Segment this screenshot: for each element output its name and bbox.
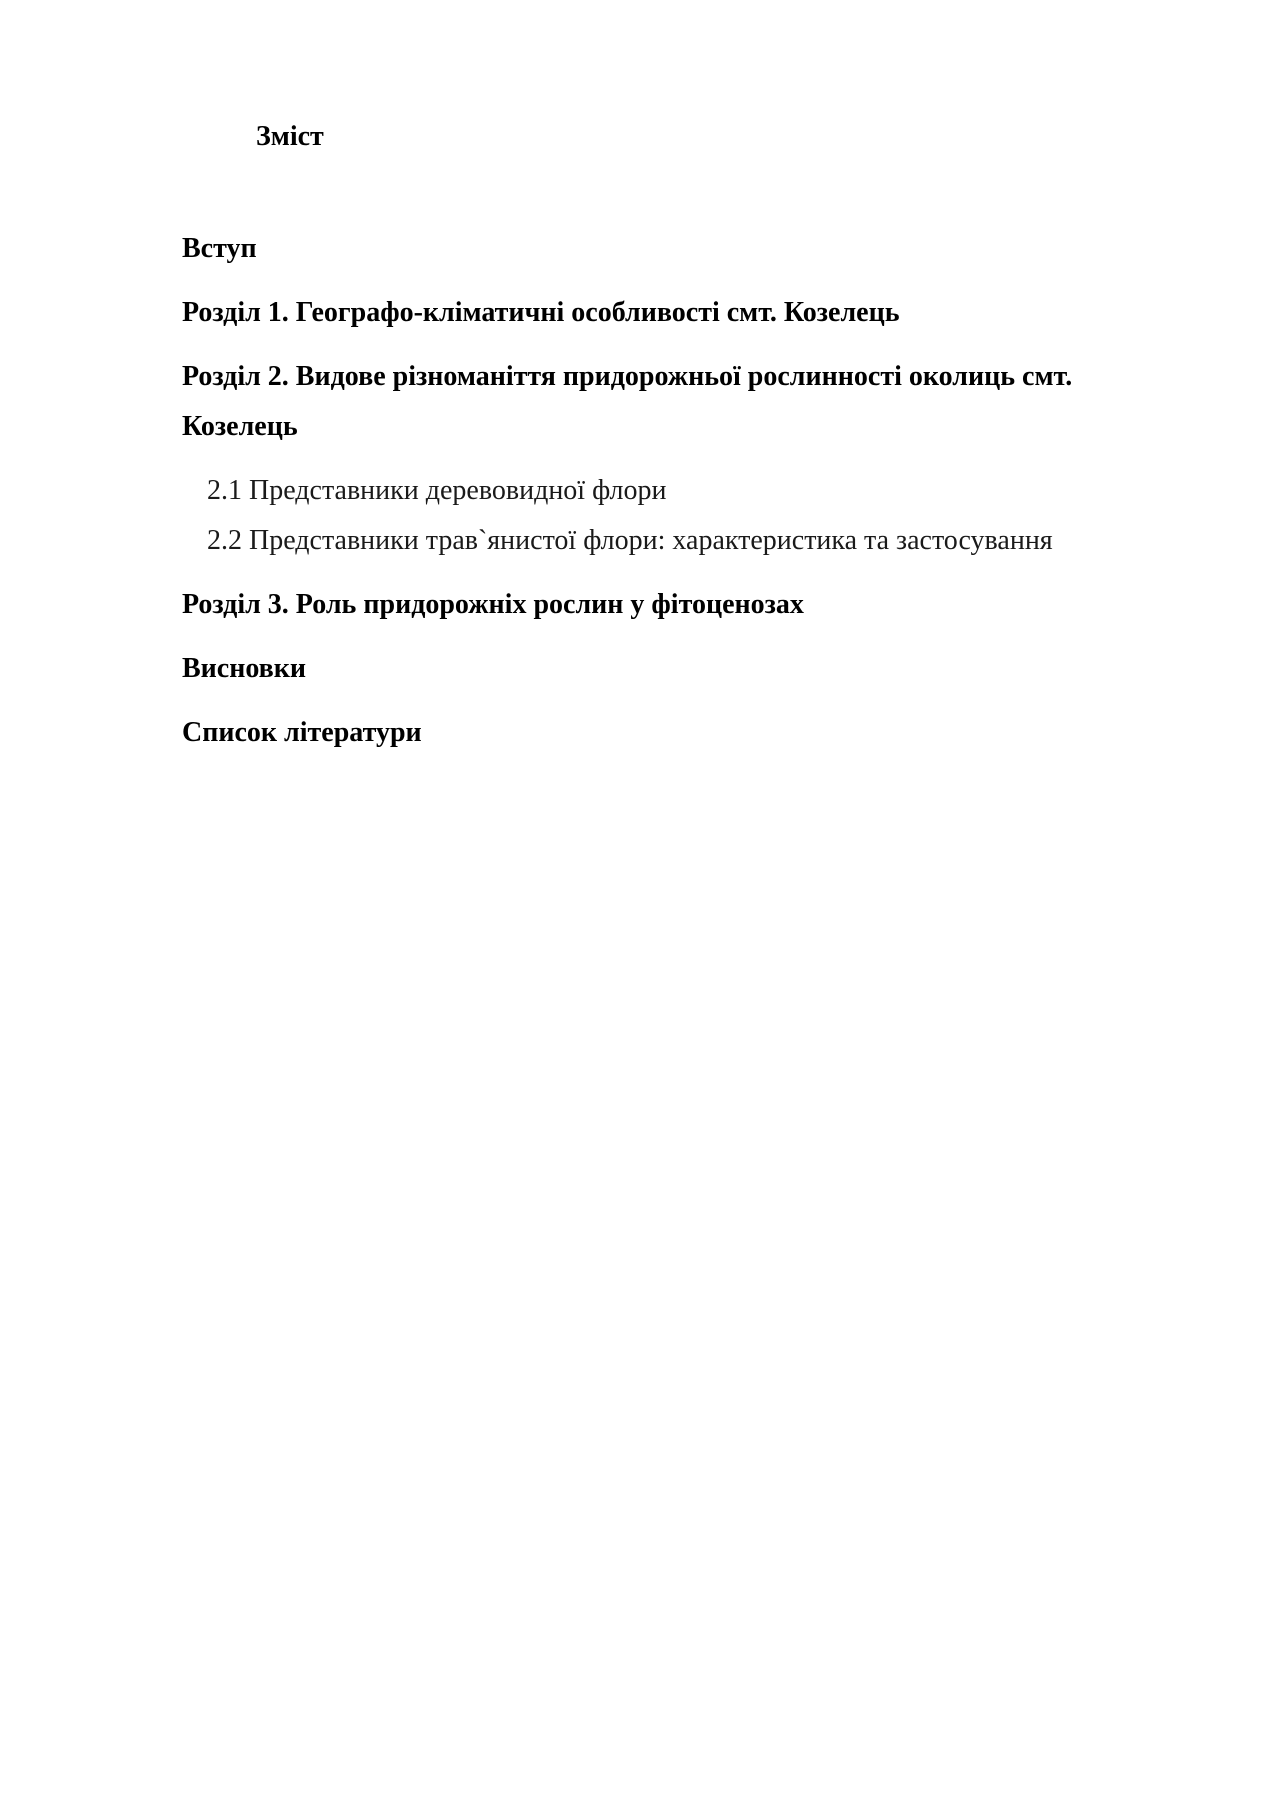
toc-title: Зміст (256, 121, 324, 152)
toc-entry-chapter-2-continuation: Козелець (182, 411, 298, 442)
toc-entry-chapter-2: Розділ 2. Видове різноманіття придорожньої рослинності околиць смт. (182, 361, 1073, 392)
toc-entry-chapter-1: Розділ 1. Географо-кліматичні особливості смт. Козелець (182, 297, 900, 328)
toc-entry-introduction: Вступ (182, 233, 257, 264)
toc-entry-section-2-1: 2.1 Представники деревовидної флори (207, 475, 667, 506)
toc-entry-conclusions: Висновки (182, 653, 307, 684)
toc-entry-chapter-3: Розділ 3. Роль придорожніх рослин у фітоценозах (182, 589, 804, 620)
toc-entry-references: Список літератури (182, 717, 422, 748)
toc-entry-section-2-2: 2.2 Представники трав`янистої флори: характеристика та застосування (207, 525, 1053, 556)
